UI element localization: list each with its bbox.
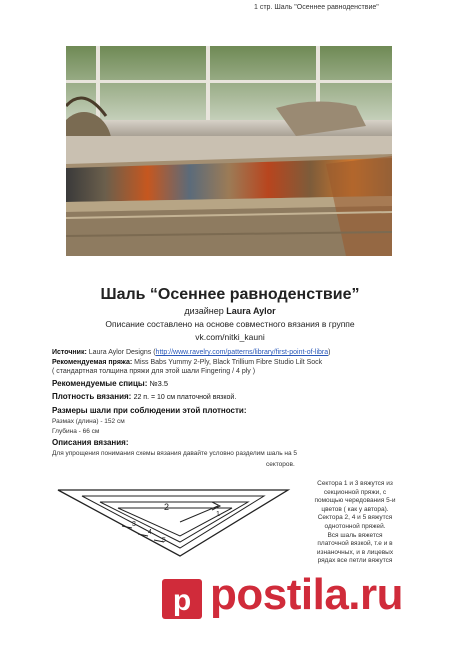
sector-diagram xyxy=(52,480,292,562)
sectors-line: Сектора 2, 4 и 5 вяжутся xyxy=(317,514,393,522)
description-line-2: vk.com/nitki_kauni xyxy=(195,332,265,342)
needles-line xyxy=(52,379,168,388)
yarn-label: Рекомендуемая пряжа: xyxy=(52,359,133,366)
postila-logo-icon xyxy=(160,577,204,621)
gauge-line xyxy=(52,392,236,401)
source-value: Laura Aylor Designs ( xyxy=(88,349,156,356)
needles-label: Рекомендуемые спицы: xyxy=(52,379,148,388)
gauge-value: 22 п. = 10 см платочной вязкой. xyxy=(133,394,237,401)
size-depth: Глубина - 66 см xyxy=(52,428,100,435)
gauge-label: Плотность вязания: xyxy=(52,392,132,401)
size-label: Размеры шали при соблюдении этой плотности: xyxy=(52,406,247,415)
source-close: ) xyxy=(328,349,331,356)
sectors-line: Вся шаль вяжется xyxy=(327,531,383,539)
yarn-note: ( стандартная толщина пряжи для этой шали Fingering / 4 ply ) xyxy=(52,368,256,375)
designer-prefix: дизайнер xyxy=(184,306,224,316)
sectors-line: Сектора 1 и 3 вяжутся из xyxy=(317,480,393,487)
sector-label-2: 2 xyxy=(164,502,170,512)
source-link[interactable]: http://www.ravelry.com/patterns/library/first-point-of-libra xyxy=(155,349,329,356)
sectors-line: изнаночных, и в лицевых xyxy=(316,548,394,556)
sectors-line: платочной вязкой, т.е и в xyxy=(317,540,393,548)
watermark-text: postila.ru xyxy=(210,570,404,619)
sectors-line: однотонной пряжей. xyxy=(324,522,386,530)
size-length: Размах (длина) - 152 см xyxy=(52,418,125,425)
knitting-intro: Для упрощения понимания схемы вязания давайте условно разделим шаль на 5 xyxy=(52,450,298,457)
description-line-1: Описание составлено на основе совместного вязания в группе xyxy=(105,319,355,329)
sectors-line: секционной пряжи, с xyxy=(323,488,387,496)
knitting-label: Описания вязания: xyxy=(52,438,129,447)
shawl-photo xyxy=(66,46,392,256)
sector-label-5: 5 xyxy=(162,537,166,544)
svg-text:p: p xyxy=(172,584,192,617)
designer-name: Laura Aylor xyxy=(226,306,276,316)
designer-line xyxy=(0,306,460,316)
knitting-intro-end: секторов. xyxy=(266,461,295,468)
sectors-line: помощью чередования 5-и xyxy=(314,497,396,505)
sectors-line: рядах все петли вяжутся xyxy=(317,557,393,565)
yarn-value: Miss Babs Yummy 2-Ply, Black Trillium Fibre Studio Lilt Sock xyxy=(134,359,323,366)
sectors-description xyxy=(290,480,420,566)
needles-value: №3.5 xyxy=(149,379,169,388)
pattern-title: Шаль “Осеннее равноденствие” xyxy=(100,286,360,303)
yarn-line xyxy=(52,358,322,367)
sectors-line: цветов ( как у автора). xyxy=(321,505,389,513)
running-head: 1 стр. Шаль "Осеннее равноденствие" xyxy=(254,4,379,11)
sector-label-3: 3 xyxy=(132,521,136,528)
sector-label-4: 4 xyxy=(148,529,152,536)
source-line xyxy=(52,348,330,357)
sector-label-1: 1 xyxy=(216,511,220,518)
source-label: Источник: xyxy=(52,349,87,356)
